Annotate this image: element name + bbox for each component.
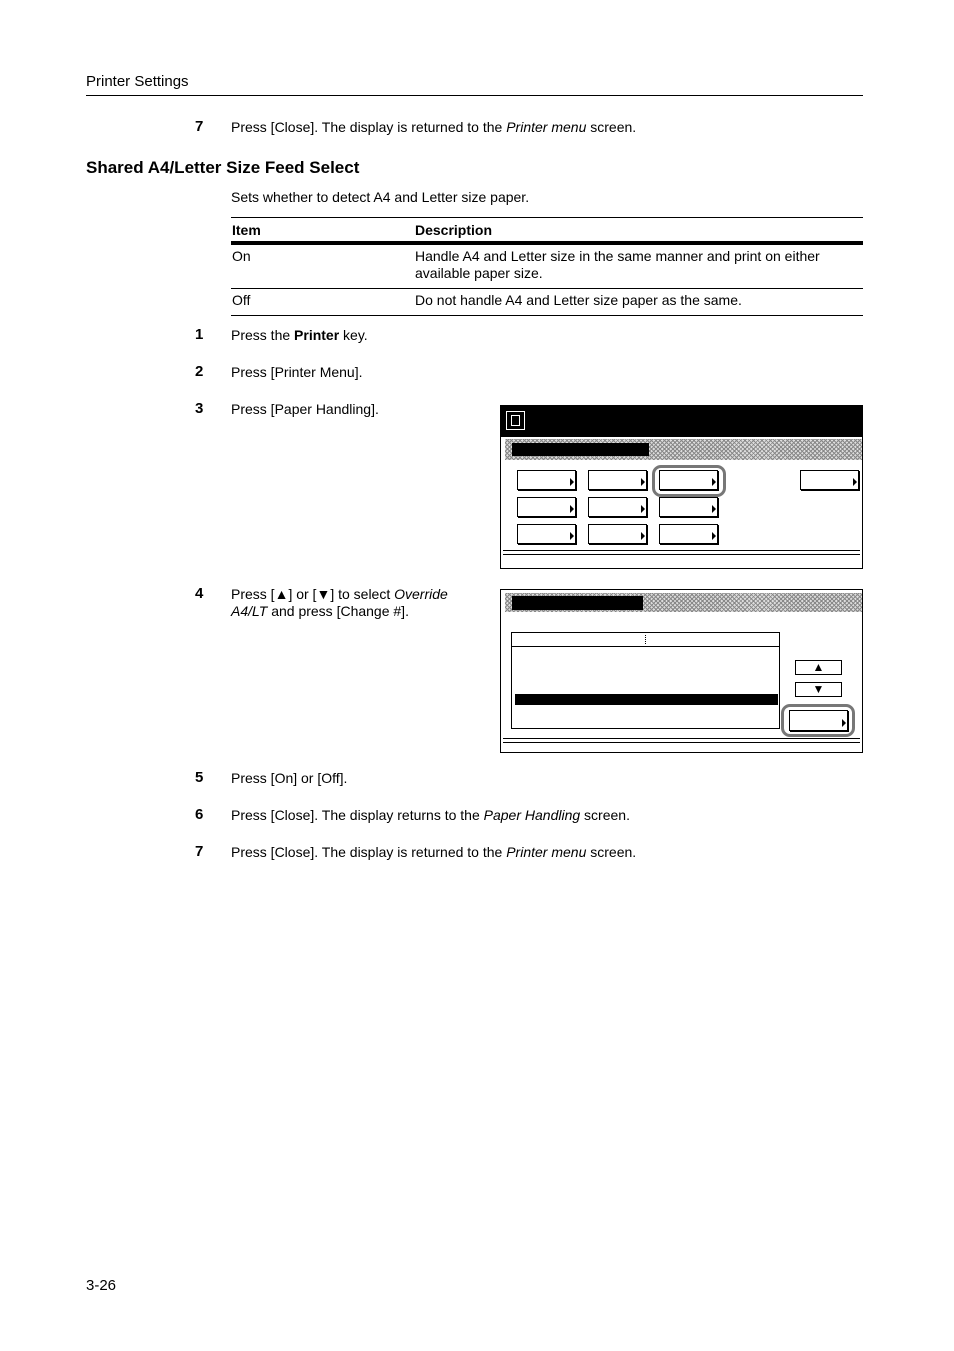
screen-subheader-label-bar (512, 596, 643, 610)
status-bar-rule (503, 554, 860, 555)
up-arrow-icon: ▲ (812, 660, 825, 674)
page-number: 3-26 (86, 1277, 117, 1294)
header-rule (86, 95, 863, 96)
down-button[interactable] (795, 682, 842, 697)
list-column-divider (645, 635, 646, 644)
menu-button[interactable] (659, 524, 718, 544)
menu-button[interactable] (517, 497, 576, 517)
step-number: 7 (195, 118, 204, 135)
table-cell-description: Do not handle A4 and Letter size paper as the same. (414, 289, 863, 316)
step-number: 3 (195, 400, 204, 417)
step-text: Press [Paper Handling]. (231, 401, 379, 417)
highlight-ring (652, 465, 726, 497)
settings-table (231, 217, 863, 316)
menu-button[interactable] (517, 524, 576, 544)
highlight-ring (781, 704, 855, 737)
menu-button[interactable] (588, 524, 647, 544)
up-button[interactable] (795, 660, 842, 675)
step-text: Press [Close]. The display is returned to the Printer menu screen. (231, 119, 637, 135)
table-row (231, 289, 863, 316)
column-header: Description (414, 218, 863, 244)
printer-icon (506, 411, 525, 430)
menu-button[interactable] (588, 497, 647, 517)
menu-button[interactable] (659, 497, 718, 517)
step-text: Press the Printer key. (231, 327, 368, 343)
section-intro: Sets whether to detect A4 and Letter size paper. (231, 189, 530, 205)
step-number: 1 (195, 326, 204, 343)
step-text: Press [Printer Menu]. (231, 364, 363, 380)
step-number: 6 (195, 806, 204, 823)
step-number: 7 (195, 843, 204, 860)
table-row (231, 243, 863, 289)
down-arrow-icon: ▼ (812, 682, 825, 696)
printer-menu-screen (500, 405, 863, 569)
screen-subheader-label-bar (512, 443, 649, 456)
paper-handling-screen (500, 589, 863, 753)
status-bar-rule (503, 742, 860, 743)
screen-title-bar (501, 406, 862, 437)
status-bar-rule (503, 550, 860, 551)
table-header-row (231, 218, 863, 244)
step-number: 4 (195, 585, 204, 602)
header-title: Printer Settings (86, 73, 189, 90)
table-cell-item: Off (231, 289, 414, 316)
table-cell-item: On (231, 243, 414, 289)
menu-button[interactable] (588, 470, 647, 490)
step-text: Press [On] or [Off]. (231, 770, 348, 786)
step-number: 5 (195, 769, 204, 786)
column-header: Item (231, 218, 414, 244)
menu-button[interactable] (800, 470, 859, 490)
settings-list (511, 632, 780, 729)
step-text: Press [▲] or [▼] to select Override A4/LT and press [Change #]. (231, 586, 448, 619)
status-bar-rule (503, 738, 860, 739)
menu-button[interactable] (517, 470, 576, 490)
list-header-rule (512, 646, 779, 647)
step-text: Press [Close]. The display is returned to the Printer menu screen. (231, 844, 637, 860)
step-text: Press [Close]. The display returns to the Paper Handling screen. (231, 807, 630, 823)
section-title: Shared A4/Letter Size Feed Select (86, 158, 360, 177)
step-number: 2 (195, 363, 204, 380)
list-item-selected[interactable] (515, 694, 778, 705)
table-cell-description: Handle A4 and Letter size in the same manner and print on either available paper size. (414, 243, 863, 289)
